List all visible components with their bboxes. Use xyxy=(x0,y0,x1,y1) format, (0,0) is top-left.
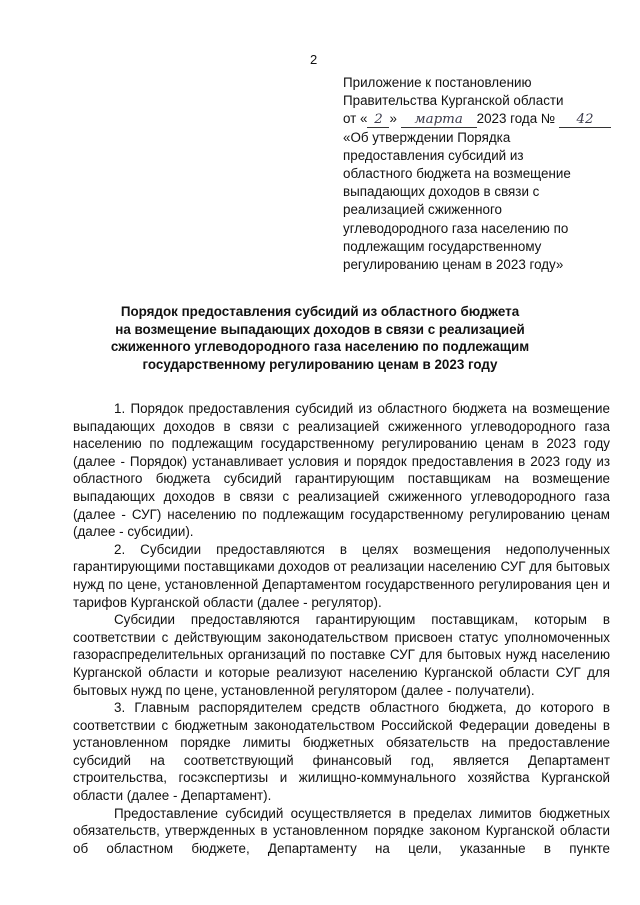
document-title-line: на возмещение выпадающих доходов в связи с реализацией xyxy=(115,321,525,337)
document-body xyxy=(73,400,610,857)
date-year-text: 2023 года № xyxy=(476,111,556,127)
date-mid: » xyxy=(389,111,397,127)
document-title-line: государственному регулированию ценам в 2023 году xyxy=(142,356,498,372)
date-prefix: от « xyxy=(343,111,368,127)
appendix-title-line: подлежащим государственному xyxy=(343,238,542,254)
paragraph-3-continued: Предоставление субсидий осуществляется в пределах лимитов бюджетных обязательств, утвержденных в установленном порядке законом Курганской области об областном бюджете, Департаменту на цели, указанные в пункте xyxy=(73,805,610,856)
appendix-title-line: областного бюджета на возмещение xyxy=(343,166,571,182)
handwritten-number: 42 xyxy=(559,113,611,128)
appendix-block xyxy=(343,74,613,274)
paragraph-3: 3. Главным распорядителем средств областного бюджета, до которого в соответствии с бюджетным законодательством Российской Федерации доведены в установленном порядке лимиты бюджетных обязательств на предоставление субсидий на соответствующий финансовый год, является Департамент строительства, госэкспертизы и жилищно-коммунального хозяйства Курганской области (далее - Департамент). xyxy=(73,700,610,804)
document-title-line: Порядок предоставления субсидий из областного бюджета xyxy=(120,304,520,319)
paragraph-2-continued: Субсидии предоставляются гарантирующим поставщикам, которым в соответствии с действующим законодательством присвоен статус уполномоченных газораспределительных организаций по поставке СУГ для бытовых нужд населению Курганской области и которые реализуют населению Курганской области СУГ для бытовых нужд по цене, установленной регулятором (далее - получатели). xyxy=(73,612,610,698)
appendix-line: Приложение к постановлению xyxy=(343,75,532,90)
paragraph-1: 1. Порядок предоставления субсидий из областного бюджета на возмещение выпадающих доходов в связи с реализацией сжиженного углеводородного газа населению по подлежащим государственному регулированию ценам в 2023 году (далее - Порядок) устанавливает условия и порядок предоставления в 2023 году из областного бюджета субсидий гарантирующим поставщикам на возмещение выпадающих доходов в связи с реализацией сжиженного углеводородного газа (далее - СУГ) населению по подлежащим государственному регулированию ценам (далее - субсидии). xyxy=(73,401,610,540)
handwritten-day: 2 xyxy=(367,113,389,128)
appendix-title-line: реализацией сжиженного xyxy=(343,202,502,218)
document-title xyxy=(60,303,580,373)
paragraph-2: 2. Субсидии предоставляются в целях возмещения недополученных гарантирующими поставщиками доходов от реализации населению СУГ для бытовых нужд по цене, установленной Департаментом государственного регулирования цен и тарифов Курганской области (далее - регулятор). xyxy=(73,541,610,610)
appendix-title-line: предоставления субсидий из xyxy=(343,147,524,163)
document-title-line: сжиженного углеводородного газа населению по подлежащим xyxy=(110,339,530,355)
appendix-date-line xyxy=(343,110,613,128)
appendix-title-line: «Об утверждении Порядка xyxy=(343,129,511,145)
page-number: 2 xyxy=(310,52,318,67)
appendix-title-line: углеводородного газа населению по xyxy=(343,220,569,236)
appendix-title-line: выпадающих доходов в связи с xyxy=(343,184,540,200)
appendix-line: Правительства Курганской области xyxy=(343,93,564,109)
handwritten-month: марта xyxy=(401,113,477,128)
appendix-title-line: регулированию ценам в 2023 году» xyxy=(343,257,564,273)
